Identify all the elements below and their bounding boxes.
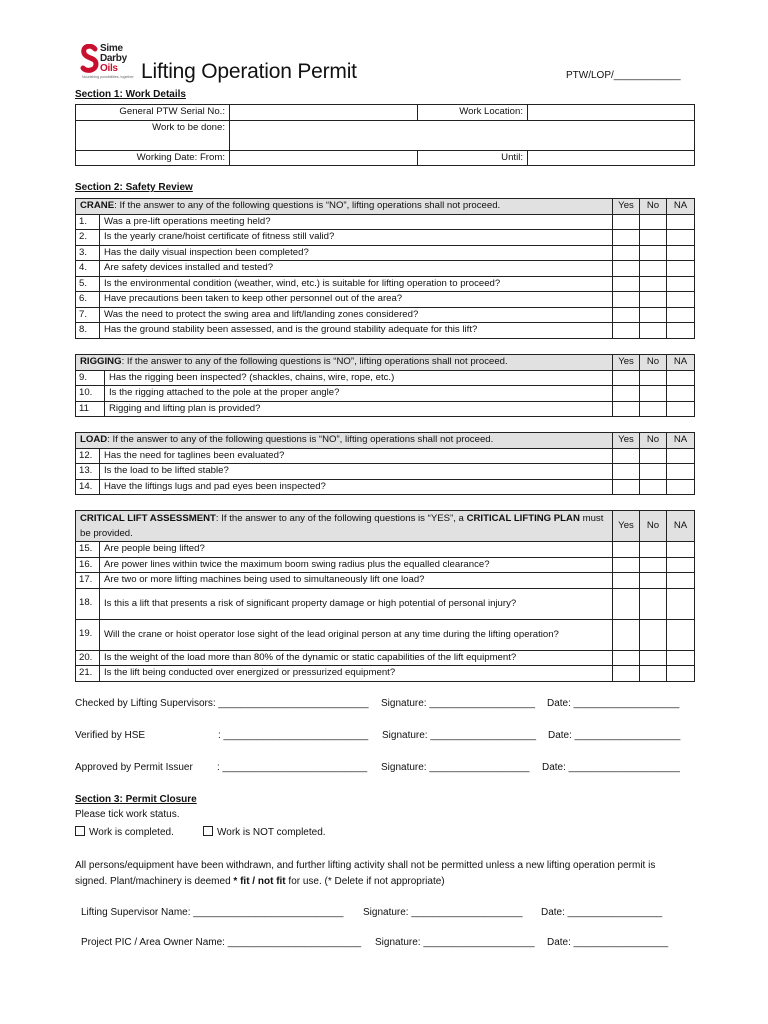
question-number: 6. — [76, 292, 100, 308]
working-date-from-label: Working Date: From: — [76, 150, 230, 166]
answer-na-cell[interactable] — [667, 245, 695, 261]
work-to-be-done-label: Work to be done: — [76, 120, 230, 150]
crane-question-row — [76, 214, 695, 230]
col-na: NA — [667, 511, 695, 542]
answer-no-cell[interactable] — [640, 479, 667, 495]
verified-date[interactable]: Date: ___________________ — [548, 730, 681, 741]
checked-signature[interactable]: Signature: ___________________ — [381, 698, 536, 709]
question-number: 4. — [76, 261, 100, 277]
question-number: 1. — [76, 214, 100, 230]
checkbox-icon[interactable] — [203, 826, 213, 836]
critical-note-tail: must be provided. — [80, 513, 604, 539]
until-field[interactable] — [528, 150, 695, 166]
question-text: Rigging and lifting plan is provided? — [105, 401, 613, 417]
answer-yes-cell[interactable] — [613, 666, 640, 682]
approved-date[interactable]: Date: ____________________ — [542, 762, 680, 773]
answer-na-cell[interactable] — [667, 370, 695, 386]
work-details-table — [75, 104, 695, 166]
answer-yes-cell[interactable] — [613, 619, 640, 650]
crane-question-row — [76, 276, 695, 292]
answer-no-cell[interactable] — [640, 370, 667, 386]
pic-signature[interactable]: Signature: ____________________ — [375, 937, 535, 948]
answer-no-cell[interactable] — [640, 557, 667, 573]
answer-yes-cell[interactable] — [613, 292, 640, 308]
col-yes: Yes — [613, 355, 640, 371]
critical-question-row — [76, 650, 695, 666]
question-number: 3. — [76, 245, 100, 261]
question-number: 7. — [76, 307, 100, 323]
answer-no-cell[interactable] — [640, 307, 667, 323]
question-number: 11 — [76, 401, 105, 417]
question-text: Is the load to be lifted stable? — [100, 464, 613, 480]
answer-no-cell[interactable] — [640, 666, 667, 682]
approved-signature[interactable]: Signature: __________________ — [381, 762, 530, 773]
question-text: Was the need to protect the swing area and lift/landing zones considered? — [100, 307, 613, 323]
question-text: Are power lines within twice the maximum boom swing radius plus the equalled clearance? — [100, 557, 613, 573]
answer-no-cell[interactable] — [640, 386, 667, 402]
answer-yes-cell[interactable] — [613, 448, 640, 464]
serial-no-field[interactable] — [230, 105, 418, 121]
rigging-question-row — [76, 370, 695, 386]
question-number: 2. — [76, 230, 100, 246]
answer-na-cell[interactable] — [667, 464, 695, 480]
answer-no-cell[interactable] — [640, 401, 667, 417]
logo-tagline: Nourishing possibilities, together — [82, 75, 134, 79]
answer-na-cell[interactable] — [667, 307, 695, 323]
rigging-checklist — [75, 354, 695, 417]
question-text: Has the ground stability been assessed, and is the ground stability adequate for this lift? — [100, 323, 613, 339]
answer-na-cell[interactable] — [667, 479, 695, 495]
answer-yes-cell[interactable] — [613, 542, 640, 558]
question-number: 8. — [76, 323, 100, 339]
col-na: NA — [667, 199, 695, 215]
question-text: Has the rigging been inspected? (shackles, chains, wire, rope, etc.) — [105, 370, 613, 386]
load-question-row — [76, 448, 695, 464]
answer-no-cell[interactable] — [640, 650, 667, 666]
question-text: Is this a lift that presents a risk of significant property damage or high potential of personal injury? — [100, 588, 613, 619]
crane-question-row — [76, 323, 695, 339]
answer-yes-cell[interactable] — [613, 573, 640, 589]
answer-no-cell[interactable] — [640, 448, 667, 464]
closure-text-b: for use. (* Delete if not appropriate) — [285, 876, 445, 887]
logo-word-2: Darby — [100, 53, 127, 64]
crane-question-row — [76, 261, 695, 277]
pic-name[interactable]: Project PIC / Area Owner Name: ________________________ — [81, 937, 362, 948]
col-no: No — [640, 433, 667, 449]
approved-by-field[interactable]: : __________________________ — [217, 762, 368, 773]
question-number: 14. — [76, 479, 100, 495]
rigging-header — [76, 355, 613, 371]
crane-question-row — [76, 230, 695, 246]
question-number: 16. — [76, 557, 100, 573]
rigging-note: : If the answer to any of the following questions is “NO”, lifting operations shall not proceed. — [121, 356, 508, 367]
closure-text-a: All persons/equipment have been withdrawn, and further lifting activity shall not be permitted unless a new lifting operation permit is signed. Plant/machinery is deemed — [75, 860, 656, 887]
critical-note: : If the answer to any of the following questions is “YES”, a — [215, 513, 467, 524]
critical-header — [76, 511, 613, 542]
question-text: Was a pre-lift operations meeting held? — [100, 214, 613, 230]
question-text: Will the crane or hoist operator lose sight of the lead original person at any time during the lifting operation? — [100, 619, 613, 650]
question-text: Is the rigging attached to the pole at the proper angle? — [105, 386, 613, 402]
load-checklist — [75, 432, 695, 495]
answer-na-cell[interactable] — [667, 230, 695, 246]
col-no: No — [640, 511, 667, 542]
answer-yes-cell[interactable] — [613, 307, 640, 323]
rigging-title: RIGGING — [80, 356, 122, 367]
question-number: 20. — [76, 650, 100, 666]
answer-no-cell[interactable] — [640, 619, 667, 650]
critical-lift-checklist — [75, 510, 695, 682]
answer-no-cell[interactable] — [640, 464, 667, 480]
answer-no-cell[interactable] — [640, 276, 667, 292]
answer-na-cell[interactable] — [667, 276, 695, 292]
load-question-row — [76, 464, 695, 480]
answer-na-cell[interactable] — [667, 588, 695, 619]
work-to-be-done-field[interactable] — [230, 120, 695, 150]
answer-no-cell[interactable] — [640, 542, 667, 558]
logo-word-3: Oils — [100, 63, 118, 74]
work-completed-label: Work is completed. — [89, 827, 174, 838]
question-number: 17. — [76, 573, 100, 589]
crane-checklist — [75, 198, 695, 339]
load-title: LOAD — [80, 434, 108, 445]
answer-no-cell[interactable] — [640, 323, 667, 339]
checkbox-icon[interactable] — [75, 826, 85, 836]
answer-no-cell[interactable] — [640, 588, 667, 619]
answer-yes-cell[interactable] — [613, 588, 640, 619]
answer-no-cell[interactable] — [640, 245, 667, 261]
section-3-heading: Section 3: Permit Closure — [75, 794, 197, 805]
work-completed-option[interactable] — [75, 826, 174, 838]
answer-na-cell[interactable] — [667, 261, 695, 277]
fit-not-fit: * fit / not fit — [233, 876, 286, 887]
question-text: Is the weight of the load more than 80% of the dynamic or static capabilities of the lift equipment? — [100, 650, 613, 666]
answer-yes-cell[interactable] — [613, 650, 640, 666]
answer-no-cell[interactable] — [640, 292, 667, 308]
critical-question-row — [76, 588, 695, 619]
answer-yes-cell[interactable] — [613, 261, 640, 277]
answer-na-cell[interactable] — [667, 619, 695, 650]
load-question-row — [76, 479, 695, 495]
question-text: Has the daily visual inspection been completed? — [100, 245, 613, 261]
answer-yes-cell[interactable] — [613, 401, 640, 417]
answer-no-cell[interactable] — [640, 214, 667, 230]
work-not-completed-label: Work is NOT completed. — [217, 827, 326, 838]
answer-yes-cell[interactable] — [613, 214, 640, 230]
tick-instruction: Please tick work status. — [75, 809, 180, 820]
answer-yes-cell[interactable] — [613, 323, 640, 339]
question-text: Is the lift being conducted over energized or pressurized equipment? — [100, 666, 613, 682]
answer-na-cell[interactable] — [667, 666, 695, 682]
approved-by-label: Approved by Permit Issuer — [75, 762, 193, 773]
col-yes: Yes — [613, 433, 640, 449]
question-number: 10. — [76, 386, 105, 402]
answer-yes-cell[interactable] — [613, 479, 640, 495]
col-no: No — [640, 355, 667, 371]
question-text: Have the liftings lugs and pad eyes been inspected? — [100, 479, 613, 495]
verified-by-label: Verified by HSE — [75, 730, 146, 741]
question-number: 13. — [76, 464, 100, 480]
pic-date[interactable]: Date: _________________ — [547, 937, 669, 948]
answer-na-cell[interactable] — [667, 573, 695, 589]
question-number: 18. — [76, 588, 100, 619]
answer-na-cell[interactable] — [667, 650, 695, 666]
until-label: Until: — [418, 150, 528, 166]
serial-no-label: General PTW Serial No.: — [76, 105, 230, 121]
col-na: NA — [667, 355, 695, 371]
sime-darby-logo-icon — [80, 44, 100, 74]
answer-yes-cell[interactable] — [613, 464, 640, 480]
crane-note: : If the answer to any of the following questions is “NO”, lifting operations shall not proceed. — [114, 200, 501, 211]
critical-question-row — [76, 666, 695, 682]
answer-yes-cell[interactable] — [613, 370, 640, 386]
question-number: 15. — [76, 542, 100, 558]
supervisor-date[interactable]: Date: _________________ — [541, 907, 663, 918]
question-text: Is the environmental condition (weather, wind, etc.) is suitable for lifting operation to proceed? — [100, 276, 613, 292]
checked-by-line[interactable] — [75, 698, 369, 709]
verified-by-field[interactable]: : __________________________ — [218, 730, 369, 741]
answer-na-cell[interactable] — [667, 448, 695, 464]
load-note: : If the answer to any of the following questions is “NO”, lifting operations shall not proceed. — [107, 434, 494, 445]
answer-no-cell[interactable] — [640, 573, 667, 589]
work-location-field[interactable] — [528, 105, 695, 121]
question-number: 12. — [76, 448, 100, 464]
question-text: Are people being lifted? — [100, 542, 613, 558]
critical-plan-bold: CRITICAL LIFTING PLAN — [466, 513, 580, 524]
crane-title: CRANE — [80, 200, 115, 211]
question-text: Has the need for taglines been evaluated? — [100, 448, 613, 464]
permit-reference[interactable]: PTW/LOP/____________ — [566, 70, 681, 81]
answer-na-cell[interactable] — [667, 292, 695, 308]
crane-question-row — [76, 245, 695, 261]
answer-yes-cell[interactable] — [613, 276, 640, 292]
answer-na-cell[interactable] — [667, 542, 695, 558]
work-not-completed-option[interactable] — [203, 826, 326, 838]
critical-question-row — [76, 557, 695, 573]
answer-na-cell[interactable] — [667, 214, 695, 230]
rigging-question-row — [76, 401, 695, 417]
section-1-heading: Section 1: Work Details — [75, 89, 186, 100]
crane-header — [76, 199, 613, 215]
load-header — [76, 433, 613, 449]
critical-question-row — [76, 542, 695, 558]
critical-title: CRITICAL LIFT ASSESSMENT — [80, 513, 216, 524]
section-2-heading: Section 2: Safety Review — [75, 182, 193, 193]
col-yes: Yes — [613, 511, 640, 542]
answer-yes-cell[interactable] — [613, 557, 640, 573]
question-number: 5. — [76, 276, 100, 292]
supervisor-signature[interactable]: Signature: ____________________ — [363, 907, 523, 918]
checked-date[interactable]: Date: ___________________ — [547, 698, 680, 709]
answer-yes-cell[interactable] — [613, 245, 640, 261]
answer-yes-cell[interactable] — [613, 386, 640, 402]
work-location-label: Work Location: — [418, 105, 528, 121]
answer-no-cell[interactable] — [640, 261, 667, 277]
critical-question-row — [76, 619, 695, 650]
question-text: Have precautions been taken to keep other personnel out of the area? — [100, 292, 613, 308]
verified-signature[interactable]: Signature: ___________________ — [382, 730, 537, 741]
question-number: 19. — [76, 619, 100, 650]
document-title: Lifting Operation Permit — [141, 60, 357, 83]
critical-question-row — [76, 573, 695, 589]
question-text: Is the yearly crane/hoist certificate of fitness still valid? — [100, 230, 613, 246]
supervisor-name[interactable]: Lifting Supervisor Name: ___________________________ — [81, 907, 344, 918]
company-logo — [80, 42, 140, 82]
working-date-from-field[interactable] — [230, 150, 418, 166]
answer-na-cell[interactable] — [667, 557, 695, 573]
answer-na-cell[interactable] — [667, 386, 695, 402]
question-number: 21. — [76, 666, 100, 682]
col-yes: Yes — [613, 199, 640, 215]
crane-question-row — [76, 292, 695, 308]
crane-question-row — [76, 307, 695, 323]
logo-word-1: Sime — [100, 43, 123, 54]
rigging-question-row — [76, 386, 695, 402]
col-no: No — [640, 199, 667, 215]
answer-na-cell[interactable] — [667, 323, 695, 339]
question-number: 9. — [76, 370, 105, 386]
answer-no-cell[interactable] — [640, 230, 667, 246]
checked-by-label: Checked by Lifting Supervisors: ___________________________ — [75, 698, 369, 709]
question-text: Are two or more lifting machines being used to simultaneously lift one load? — [100, 573, 613, 589]
answer-yes-cell[interactable] — [613, 230, 640, 246]
col-na: NA — [667, 433, 695, 449]
answer-na-cell[interactable] — [667, 401, 695, 417]
closure-statement — [75, 858, 685, 890]
question-text: Are safety devices installed and tested? — [100, 261, 613, 277]
